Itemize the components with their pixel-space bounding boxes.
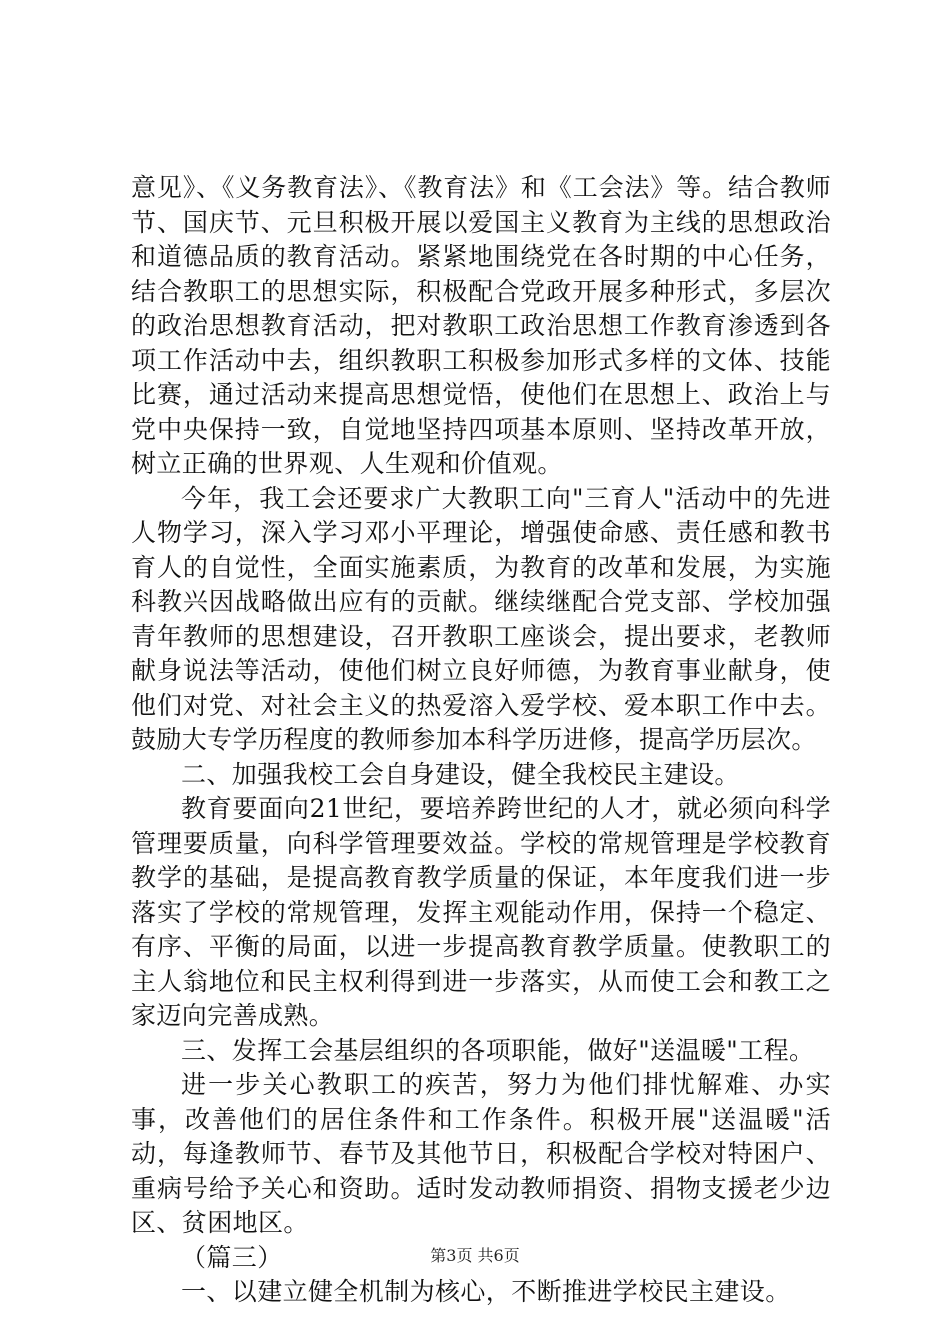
paragraph: 今年，我工会还要求广大教职工向"三育人"活动中的先进人物学习，深入学习邓小平理论，增强使命感、责任感和教书育人的自觉性，全面实施素质，为教育的改革和发展，为实施科教兴因战略做出应有的贡献。继续继配合党支部、学校加强青年教师的思想建设，召开教职工座谈会，提出要求，老教师献身说法等活动，使他们树立良好师德，为教育事业献身，使他们对党、对社会主义的热爱溶入爱学校、爱本职工作中去。鼓励大专学历程度的教师参加本科学历进修，提高学历层次。 [131,483,831,754]
paragraph: 教育要面向21世纪，要培养跨世纪的人才，就必须向科学管理要质量，向科学管理要效益。学校的常规管理是学校教育教学的基础，是提高教育教学质量的保证，本年度我们进一步落实了学校的常规管理，发挥主观能动作用，保持一个稳定、有序、平衡的局面，以进一步提高教育教学质量。使教职工的主人翁地位和民主权利得到进一步落实，从而使工会和教工之家迈向完善成熟。 [131,794,831,1030]
section-heading: 三、发挥工会基层组织的各项职能，做好"送温暖"工程。 [181,1035,815,1065]
paragraph: 进一步关心教职工的疾苦，努力为他们排忧解难、办实事，改善他们的居住条件和工作条件。积极开展"送温暖"活动，每逢教师节、春节及其他节日，积极配合学校对特困户、重病号给予关心和资助。适时发动教师捐资、捐物支援老少边区、贫困地区。 [131,1070,831,1237]
part-heading: （篇三） [181,1242,283,1272]
section-heading: 二、加强我校工会自身建设，健全我校民主建设。 [181,759,740,789]
section-heading: 一、以建立健全机制为核心，不断推进学校民主建设。 [181,1277,791,1306]
document-body [131,171,831,1310]
page-footer [0,1243,950,1266]
paragraph-continued: 意见》、《义务教育法》、《教育法》和《工会法》等。结合教师节、国庆节、元旦积极开展以爱国主义教育为主线的思想政治和道德品质的教育活动。紧紧地围绕党在各时期的中心任务，结合教职工的思想实际，积极配合党政开展多种形式，多层次的政治思想教育活动，把对教职工政治思想工作教育渗透到各项工作活动中去，组织教职工积极参加形式多样的文体、技能比赛，通过活动来提高思想觉悟，使他们在思想上、政治上与党中央保持一致，自觉地坚持四项基本原则、坚持改革开放，树立正确的世界观、人生观和价值观。 [131,173,831,478]
page-number: 第3页 共6页 [430,1246,520,1265]
